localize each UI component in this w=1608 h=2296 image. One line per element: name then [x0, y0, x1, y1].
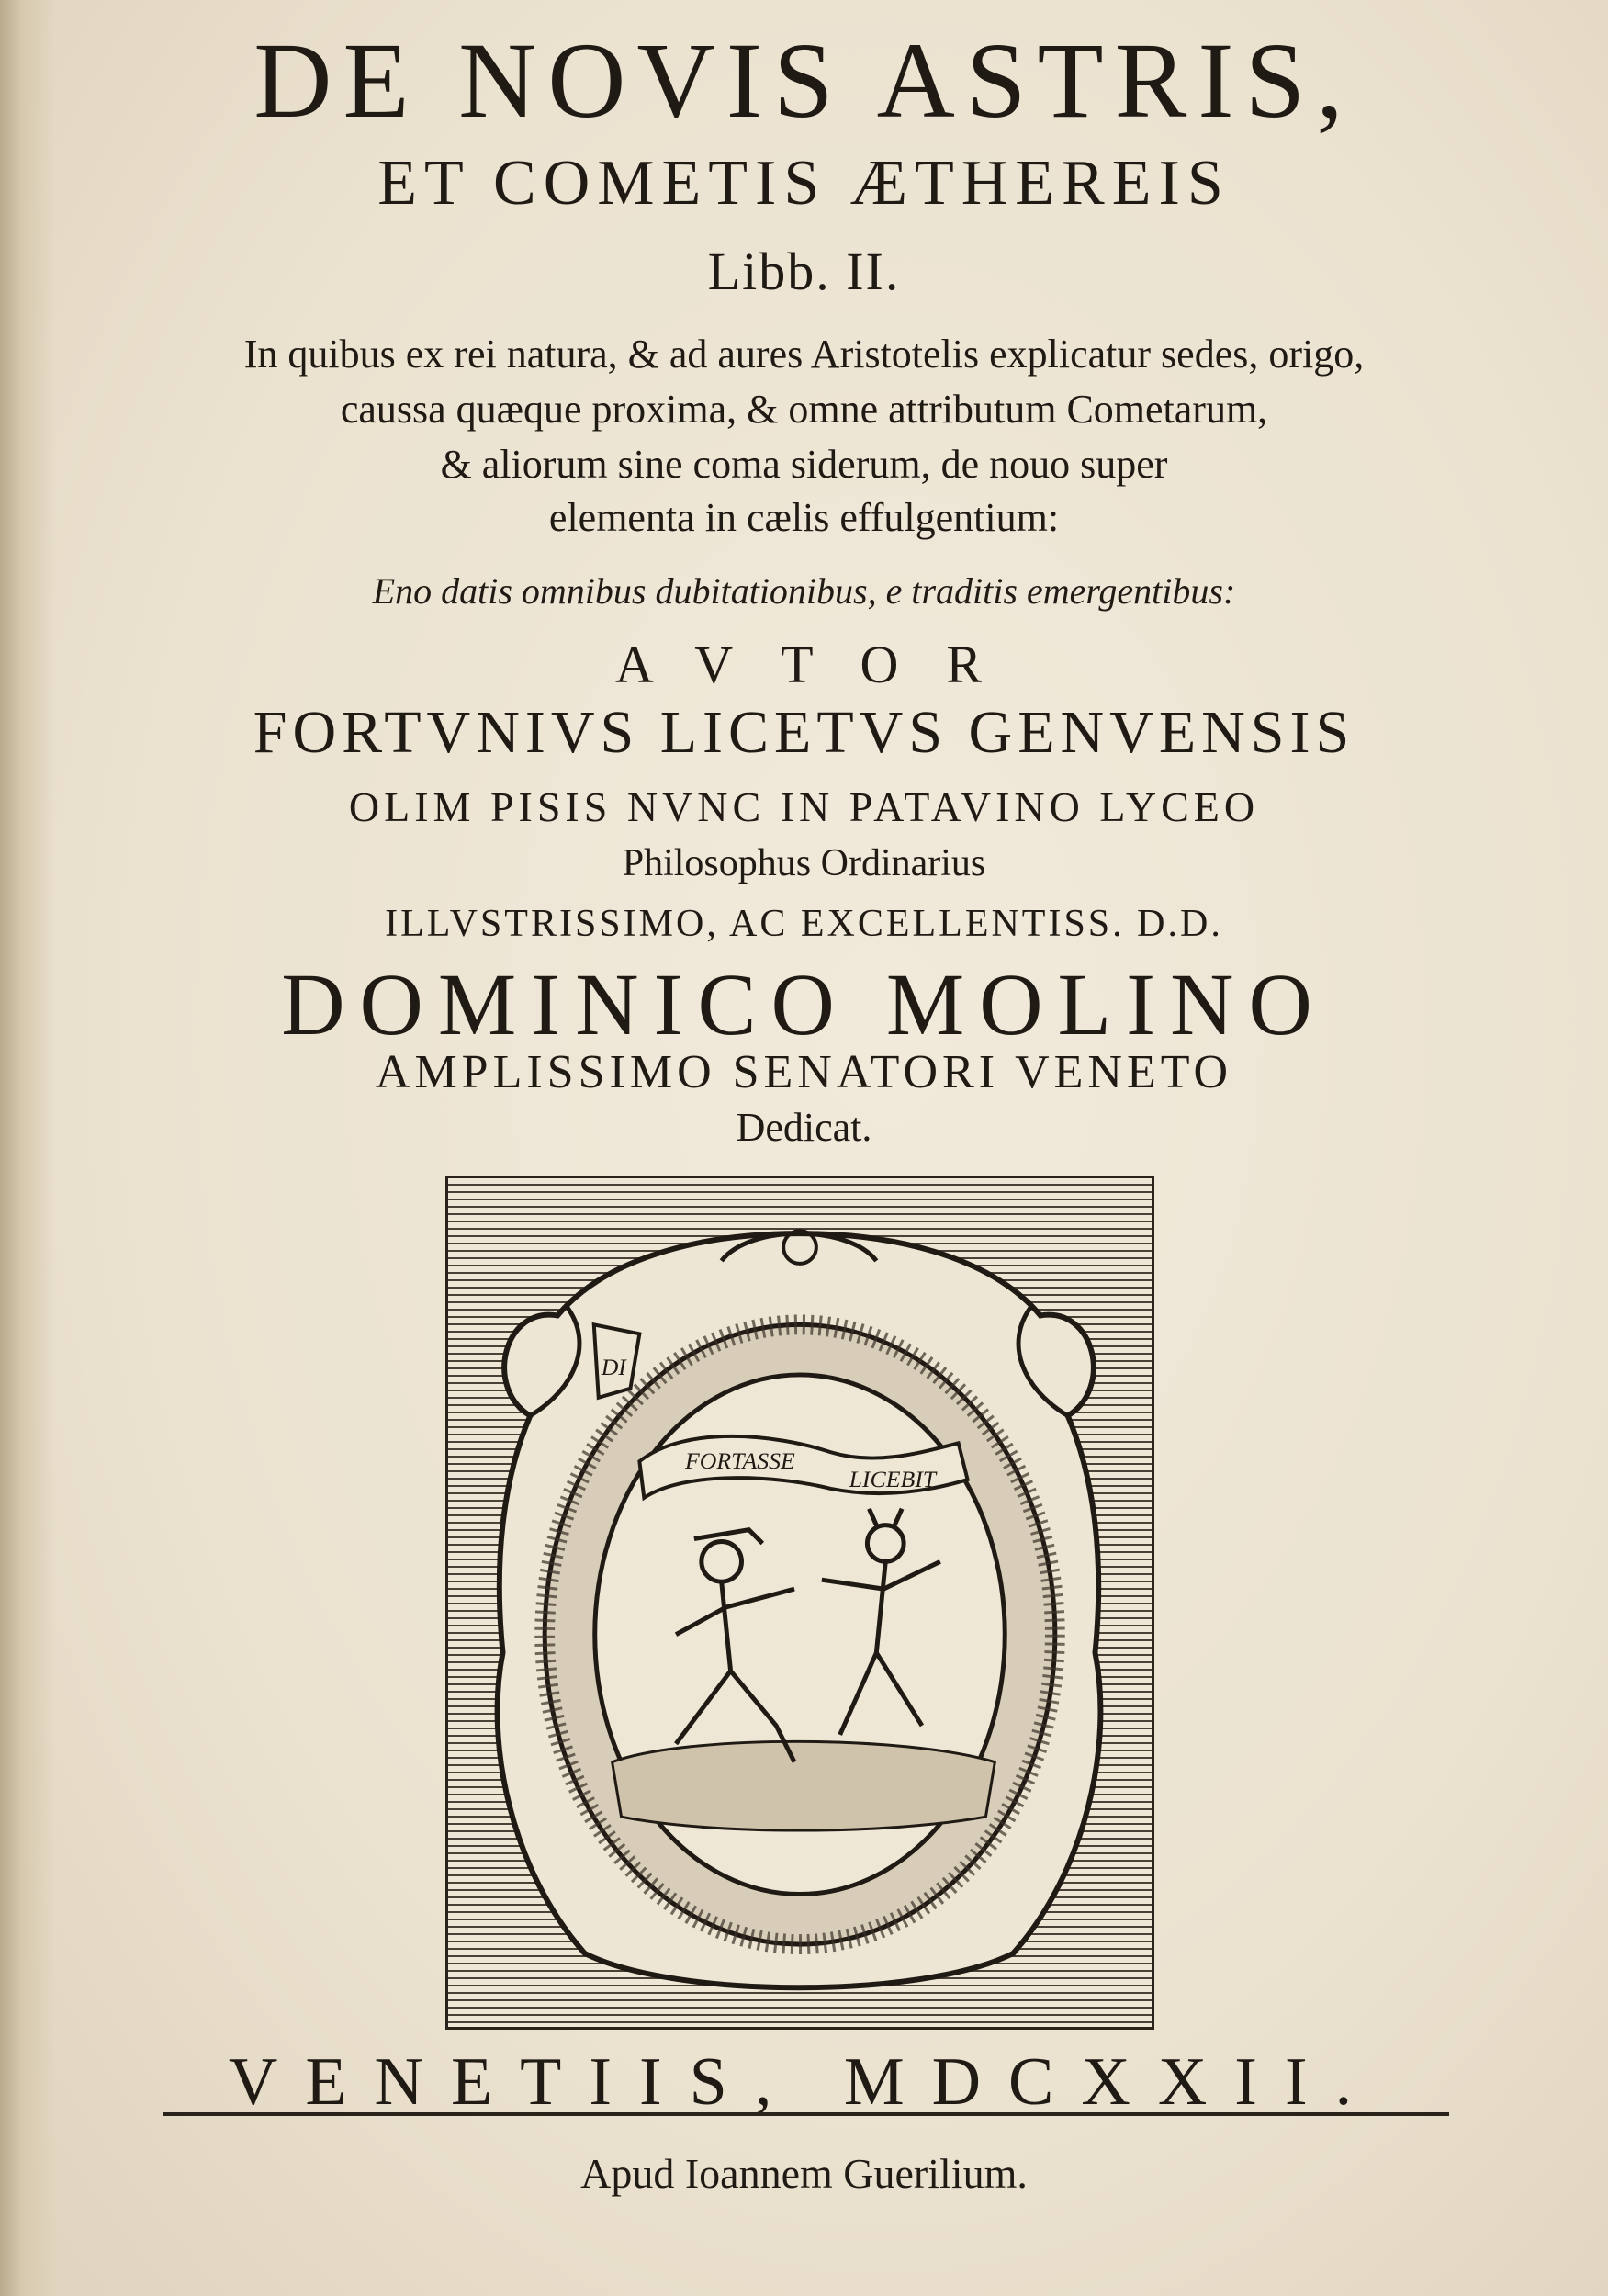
description-line-4: elementa in cælis effulgentium:	[548, 495, 1060, 540]
woodcut-corner-text: DI	[601, 1353, 626, 1380]
dedicatee-name: DOMINICO MOLINO	[281, 955, 1327, 1053]
italic-line: Eno datis omnibus dubitationibus, e traditis emergentibus:	[372, 570, 1236, 612]
description-line-1: In quibus ex rei natura, & ad aures Aristotelis explicatur sedes, origo,	[243, 332, 1365, 377]
woodcut-motto-top: FORTASSE	[684, 1447, 795, 1475]
dedication-verb: Dedicat.	[736, 1105, 872, 1150]
woodcut-illustration	[448, 1178, 1152, 2027]
main-title: DE NOVIS ASTRIS,	[253, 20, 1355, 141]
dedication-honorific: ILLVSTRISSIMO, AC EXCELLENTISS. D.D.	[385, 903, 1223, 945]
dedicatee-title: AMPLISSIMO SENATORI VENETO	[375, 1046, 1233, 1098]
author-post: OLIM PISIS NVNC IN PATAVINO LYCEO	[348, 783, 1260, 830]
subtitle: ET COMETIS ÆTHEREIS	[377, 148, 1231, 219]
description-line-2: caussa quæque proxima, & omne attributum Cometarum,	[340, 387, 1268, 432]
author-role: Philosophus Ordinarius	[622, 842, 986, 884]
description-line-3: & aliorum sine coma siderum, de nouo super	[440, 442, 1168, 487]
imprint-printer: Apud Ioannem Guerilium.	[580, 2150, 1028, 2197]
book-count: Libb. II.	[707, 242, 901, 301]
author-label: AVTOR	[614, 635, 1030, 694]
author-name: FORTVNIVS LICETVS GENVENSIS	[253, 699, 1355, 766]
imprint-rule	[163, 2112, 1449, 2116]
printer-device-woodcut	[445, 1176, 1154, 2030]
imprint-place-date: VENETIIS, MDCXXII.	[228, 2044, 1380, 2120]
woodcut-motto-bottom: LICEBIT	[849, 1465, 937, 1492]
